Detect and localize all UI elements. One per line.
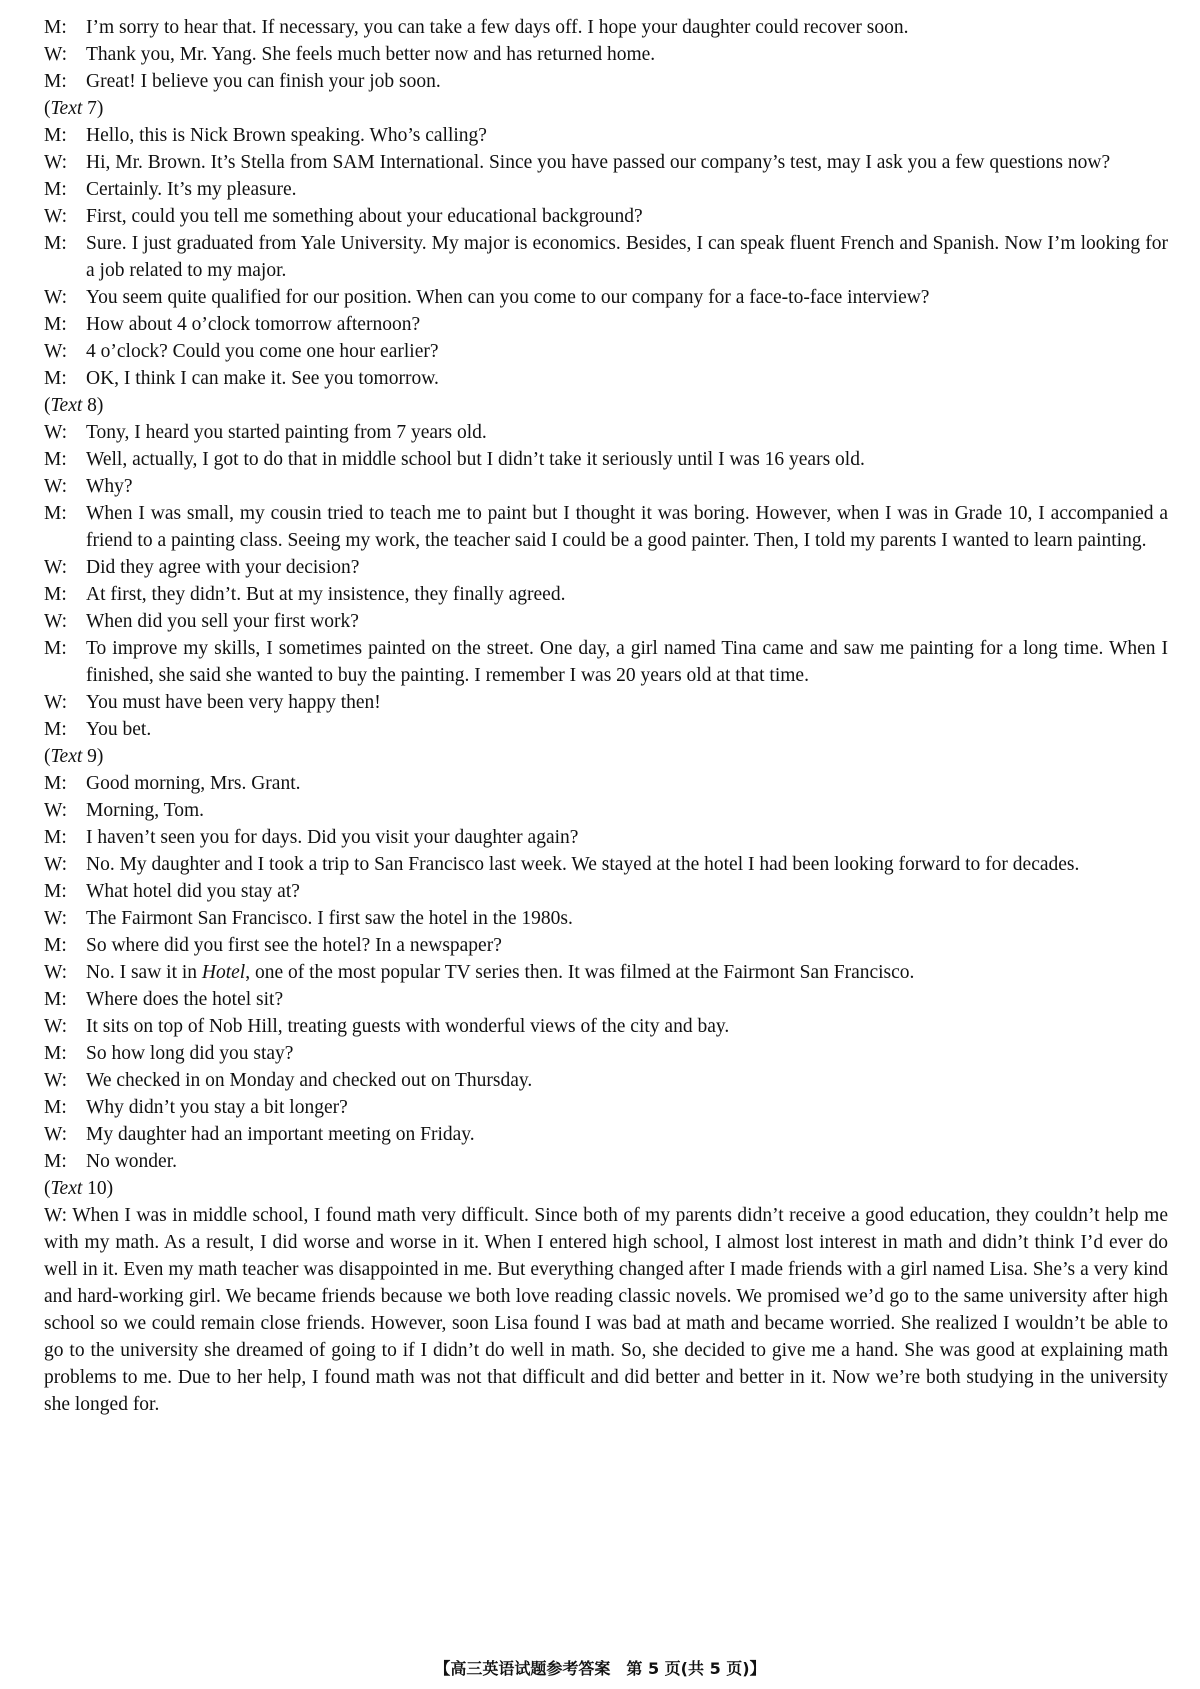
line-text: The Fairmont San Francisco. I first saw the hotel in the 1980s. (86, 908, 573, 929)
section-number: 9) (82, 746, 104, 767)
section-open-paren: ( (44, 1178, 51, 1199)
line-text: To improve my skills, I sometimes painted on the street. One day, a girl named Tina came and saw me painting for a long time. When I finished, she said she wanted to buy the painting. I remember I was 20 years old at that time. (86, 638, 1168, 686)
dialogue-line (44, 581, 1168, 608)
dialogue-line (44, 419, 1168, 446)
dialogue-line (44, 446, 1168, 473)
dialogue-line (44, 1094, 1168, 1121)
dialogue-line (44, 932, 1168, 959)
line-text: Sure. I just graduated from Yale University. My major is economics. Besides, I can speak fluent French and Spanish. Now I’m looking for a job related to my major. (86, 233, 1168, 281)
line-text: What hotel did you stay at? (86, 881, 300, 902)
speaker-label: M: (44, 719, 67, 740)
section-heading (44, 95, 1168, 122)
speaker-label: W: (44, 1124, 68, 1145)
line-text: Good morning, Mrs. Grant. (86, 773, 301, 794)
speaker-label: W: (44, 44, 68, 65)
line-text: At first, they didn’t. But at my insistence, they finally agreed. (86, 584, 566, 605)
line-text: Where does the hotel sit? (86, 989, 284, 1010)
line-text: Did they agree with your decision? (86, 557, 360, 578)
line-text: We checked in on Monday and checked out on Thursday. (86, 1070, 533, 1091)
line-text: No wonder. (86, 1151, 177, 1172)
speaker-label: W: (44, 854, 68, 875)
speaker-label: M: (44, 125, 67, 146)
dialogue-line (44, 716, 1168, 743)
transcript (44, 14, 1168, 1418)
dialogue-line (44, 824, 1168, 851)
dialogue-line (44, 284, 1168, 311)
line-text: No. My daughter and I took a trip to San Francisco last week. We stayed at the hotel I had been looking forward to for decades. (86, 854, 1080, 875)
line-text: When I was in middle school, I found math very difficult. Since both of my parents didn’t receive a good education, they couldn’t help me with my math. As a result, I did worse and worse in it. When I entered high school, I almost lost interest in math and didn’t think I’d ever do well in it. Even my math teacher was disappointed in me. But everything changed after I made friends with a girl named Lisa. She’s a very kind and hard-working girl. We became friends because we both love reading classic novels. We promised we’d go to the same university after high school so we could remain close friends. However, soon Lisa found I was bad at math and became worried. She realized I wouldn’t be able to go to the university she dreamed of going to if I didn’t do well in math. So, she decided to give me a hand. She was good at explaining math problems to me. Due to her help, I found math was not that difficult and did better and better in it. Now we’re both studying in the university she longed for. (44, 1205, 1168, 1415)
line-text: Hello, this is Nick Brown speaking. Who’s calling? (86, 125, 487, 146)
dialogue-line (44, 878, 1168, 905)
speaker-label: W: (44, 800, 68, 821)
speaker-label: M: (44, 935, 67, 956)
speaker-label: W: (44, 557, 68, 578)
line-text: I haven’t seen you for days. Did you visit your daughter again? (86, 827, 579, 848)
dialogue-line (44, 770, 1168, 797)
dialogue-line (44, 986, 1168, 1013)
speaker-label: W: (44, 962, 68, 983)
dialogue-line (44, 122, 1168, 149)
line-text: So where did you first see the hotel? In a newspaper? (86, 935, 502, 956)
dialogue-line (44, 473, 1168, 500)
line-text: When I was small, my cousin tried to teach me to paint but I thought it was boring. However, when I was in Grade 10, I accompanied a friend to a painting class. Seeing my work, the teacher said I could be a good painter. Then, I told my parents I wanted to learn painting. (86, 503, 1168, 551)
section-heading (44, 392, 1168, 419)
speaker-label: W: (44, 341, 68, 362)
speaker-label: W: (44, 1070, 68, 1091)
section-open-paren: ( (44, 395, 51, 416)
line-text: Well, actually, I got to do that in middle school but I didn’t take it seriously until I was 16 years old. (86, 449, 865, 470)
line-text: So how long did you stay? (86, 1043, 294, 1064)
line-text: No. I saw it in (86, 962, 202, 983)
line-text: Certainly. It’s my pleasure. (86, 179, 297, 200)
dialogue-line (44, 230, 1168, 284)
line-text: How about 4 o’clock tomorrow afternoon? (86, 314, 421, 335)
speaker-label: M: (44, 179, 67, 200)
dialogue-line (44, 608, 1168, 635)
speaker-label: M: (44, 449, 67, 470)
section-number: 10) (82, 1178, 114, 1199)
line-text: Hi, Mr. Brown. It’s Stella from SAM International. Since you have passed our company’s test, may I ask you a few questions now? (86, 152, 1111, 173)
speaker-label: M: (44, 233, 67, 254)
section-heading (44, 743, 1168, 770)
speaker-label: M: (44, 584, 67, 605)
section-label: Text (50, 395, 83, 416)
line-text: Why didn’t you stay a bit longer? (86, 1097, 348, 1118)
speaker-label: W: (44, 287, 68, 308)
speaker-label: W: (44, 1016, 68, 1037)
dialogue-line (44, 1067, 1168, 1094)
speaker-label: M: (44, 1097, 67, 1118)
speaker-label: W: (44, 908, 68, 929)
page-footer: 【高三英语试题参考答案 第 5 页(共 5 页)】 (434, 1659, 766, 1678)
line-text: My daughter had an important meeting on Friday. (86, 1124, 475, 1145)
line-text: 4 o’clock? Could you come one hour earlier? (86, 341, 439, 362)
section-open-paren: ( (44, 98, 51, 119)
italic-title: Hotel (201, 962, 246, 983)
speaker-label: W: (44, 611, 68, 632)
dialogue-line (44, 851, 1168, 878)
dialogue-line (44, 311, 1168, 338)
line-text: You must have been very happy then! (86, 692, 381, 713)
speaker-label: W: (44, 152, 68, 173)
dialogue-line (44, 797, 1168, 824)
dialogue-line (44, 1013, 1168, 1040)
speaker-label: W: (44, 422, 68, 443)
line-text: OK, I think I can make it. See you tomorrow. (86, 368, 439, 389)
dialogue-line (44, 176, 1168, 203)
dialogue-line (44, 554, 1168, 581)
dialogue-line (44, 68, 1168, 95)
line-text: You bet. (86, 719, 152, 740)
speaker-label: W: (44, 476, 68, 497)
line-text: I’m sorry to hear that. If necessary, you can take a few days off. I hope your daughter could recover soon. (86, 17, 909, 38)
section-label: Text (50, 98, 83, 119)
line-text: Great! I believe you can finish your job soon. (86, 71, 441, 92)
speaker-label: M: (44, 1151, 67, 1172)
line-text: Morning, Tom. (86, 800, 204, 821)
speaker-label: M: (44, 881, 67, 902)
speaker-label: M: (44, 773, 67, 794)
line-text: First, could you tell me something about your educational background? (86, 206, 643, 227)
section-label: Text (50, 1178, 83, 1199)
line-text: It sits on top of Nob Hill, treating guests with wonderful views of the city and bay. (86, 1016, 730, 1037)
dialogue-line (44, 41, 1168, 68)
dialogue-line (44, 500, 1168, 554)
speaker-label: M: (44, 71, 67, 92)
dialogue-line (44, 1148, 1168, 1175)
dialogue-line (44, 149, 1168, 176)
speaker-label: M: (44, 314, 67, 335)
line-text: Thank you, Mr. Yang. She feels much better now and has returned home. (86, 44, 656, 65)
line-text: When did you sell your first work? (86, 611, 359, 632)
dialogue-line (44, 1121, 1168, 1148)
section-open-paren: ( (44, 746, 51, 767)
section-heading (44, 1175, 1168, 1202)
speaker-label: M: (44, 368, 67, 389)
line-text-continued: , one of the most popular TV series then. It was filmed at the Fairmont San Francisco. (245, 962, 915, 983)
speaker-label: M: (44, 503, 67, 524)
speaker-label: M: (44, 17, 67, 38)
monologue-paragraph (44, 1202, 1168, 1418)
dialogue-line (44, 959, 1168, 986)
speaker-label: M: (44, 1043, 67, 1064)
section-number: 7) (82, 98, 104, 119)
speaker-label: M: (44, 989, 67, 1010)
dialogue-line (44, 365, 1168, 392)
speaker-label: W: (44, 1205, 68, 1226)
line-text: Why? (86, 476, 133, 497)
dialogue-line (44, 338, 1168, 365)
dialogue-line (44, 14, 1168, 41)
dialogue-line (44, 689, 1168, 716)
section-number: 8) (82, 395, 104, 416)
line-text: Tony, I heard you started painting from 7 years old. (86, 422, 487, 443)
section-label: Text (50, 746, 83, 767)
speaker-label: M: (44, 827, 67, 848)
dialogue-line (44, 905, 1168, 932)
speaker-label: W: (44, 692, 68, 713)
dialogue-line (44, 635, 1168, 689)
dialogue-line (44, 1040, 1168, 1067)
dialogue-line (44, 203, 1168, 230)
speaker-label: M: (44, 638, 67, 659)
line-text: You seem quite qualified for our position. When can you come to our company for a face-to-face interview? (86, 287, 930, 308)
speaker-label: W: (44, 206, 68, 227)
